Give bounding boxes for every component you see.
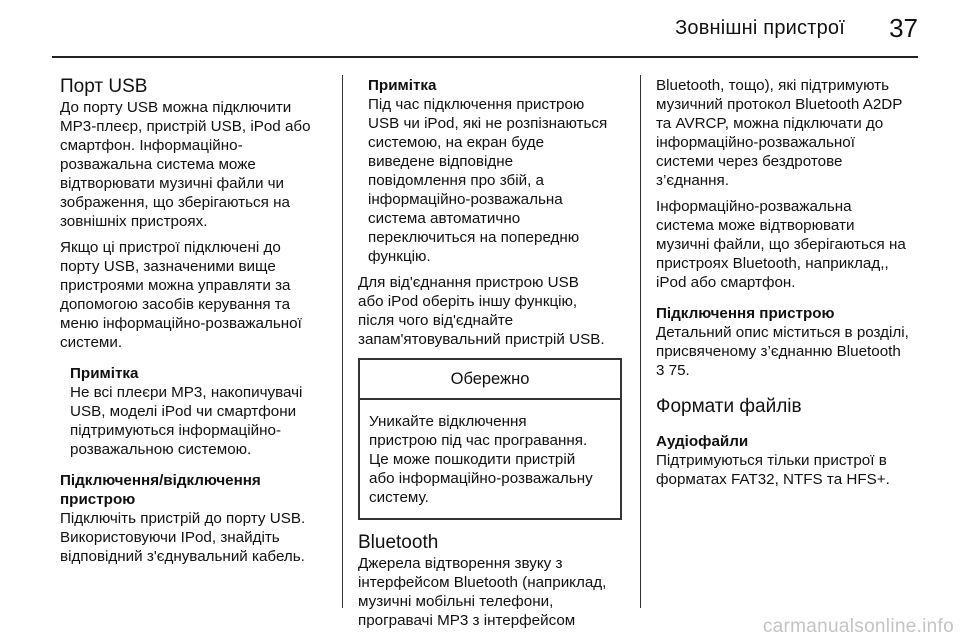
paragraph: Детальний опис міститься в розділі, присвяченому з’єднанню Bluetooth 3 75.: [656, 324, 909, 379]
note-text: Під час підключення пристрою USB чи iPod, які не розпізнаються системою, на екран буде виведене відповідне повідомлення про збій, а інформаційно-розважальна система автоматично переключиться на попередню функцію.: [368, 96, 608, 265]
page-number: 37: [889, 13, 918, 43]
paragraph: Підключіть пристрій до порту USB. Використовуючи IPod, знайдіть відповідний з'єднувальний кабель.: [60, 510, 306, 565]
caution-text: Уникайте відключення пристрою під час програвання. Це може пошкодити пристрій або інформаційно-розважальну систему.: [369, 413, 593, 506]
section-heading-bluetooth: Bluetooth: [358, 532, 439, 553]
note-title: Примітка: [368, 77, 437, 94]
paragraph: До порту USB можна підключити MP3-плеєр, пристрій USB, iPod або смартфон. Інформаційно- розважальна система може відтворювати музичні файли чи зображення, що зберігаються на зовнішніх пристроях.: [60, 99, 311, 230]
subheading-connect-disconnect: Підключення/відключення пристрою: [60, 472, 261, 508]
paragraph: Підтримуються тільки пристрої в форматах FAT32, NTFS та HFS+.: [656, 452, 890, 488]
column-2: [358, 76, 638, 630]
subheading-audio-files: Аудіофайли: [656, 433, 749, 450]
caution-box: [358, 358, 622, 520]
column-divider-right: [640, 75, 641, 608]
column-1: [60, 76, 335, 566]
section-heading-usb: Порт USB: [60, 76, 148, 97]
subheading-connect-device: Підключення пристрою: [656, 305, 835, 322]
paragraph: Bluetooth, тощо), які підтримують музичний протокол Bluetooth A2DP та AVRCP, можна підключати до інформаційно-розважальної системи через бездротове з’єднання.: [656, 77, 903, 189]
watermark-text: carmanualsonline.info: [762, 616, 954, 637]
note-block: [60, 364, 335, 459]
page-reference-link[interactable]: 3 75.: [656, 362, 690, 379]
chapter-title: Зовнішні пристрої: [675, 17, 845, 39]
note-text: Не всі плеєри MP3, накопичувачі USB, моделі iPod чи смартфони підтримуються інформаційно- розважальною системою.: [70, 384, 303, 458]
paragraph: Якщо ці пристрої підключені до порту USB, зазначеними вище пристроями можна управляти за допомогою засобів керування та меню інформаційно-розважальної системи.: [60, 239, 302, 351]
paragraph: Інформаційно-розважальна система може відтворювати музичні файли, що зберігаються на пристроях Bluetooth, наприклад,, iPod або смартфон.: [656, 198, 906, 291]
paragraph: Для від'єднання пристрою USB або iPod оберіть іншу функцію, після чого від'єднайте запам'ятовувальний пристрій USB.: [358, 274, 605, 348]
paragraph: Джерела відтворення звуку з інтерфейсом Bluetooth (наприклад, музичні мобільні телефони, програвачі MP3 з інтерфейсом: [358, 555, 607, 629]
header-rule: [52, 56, 918, 58]
note-block: [358, 76, 638, 266]
note-title: Примітка: [70, 365, 139, 382]
section-heading-file-formats: Формати файлів: [656, 396, 802, 417]
caution-title: Обережно: [360, 360, 620, 400]
column-divider-left: [342, 75, 343, 608]
column-3: [656, 76, 936, 489]
